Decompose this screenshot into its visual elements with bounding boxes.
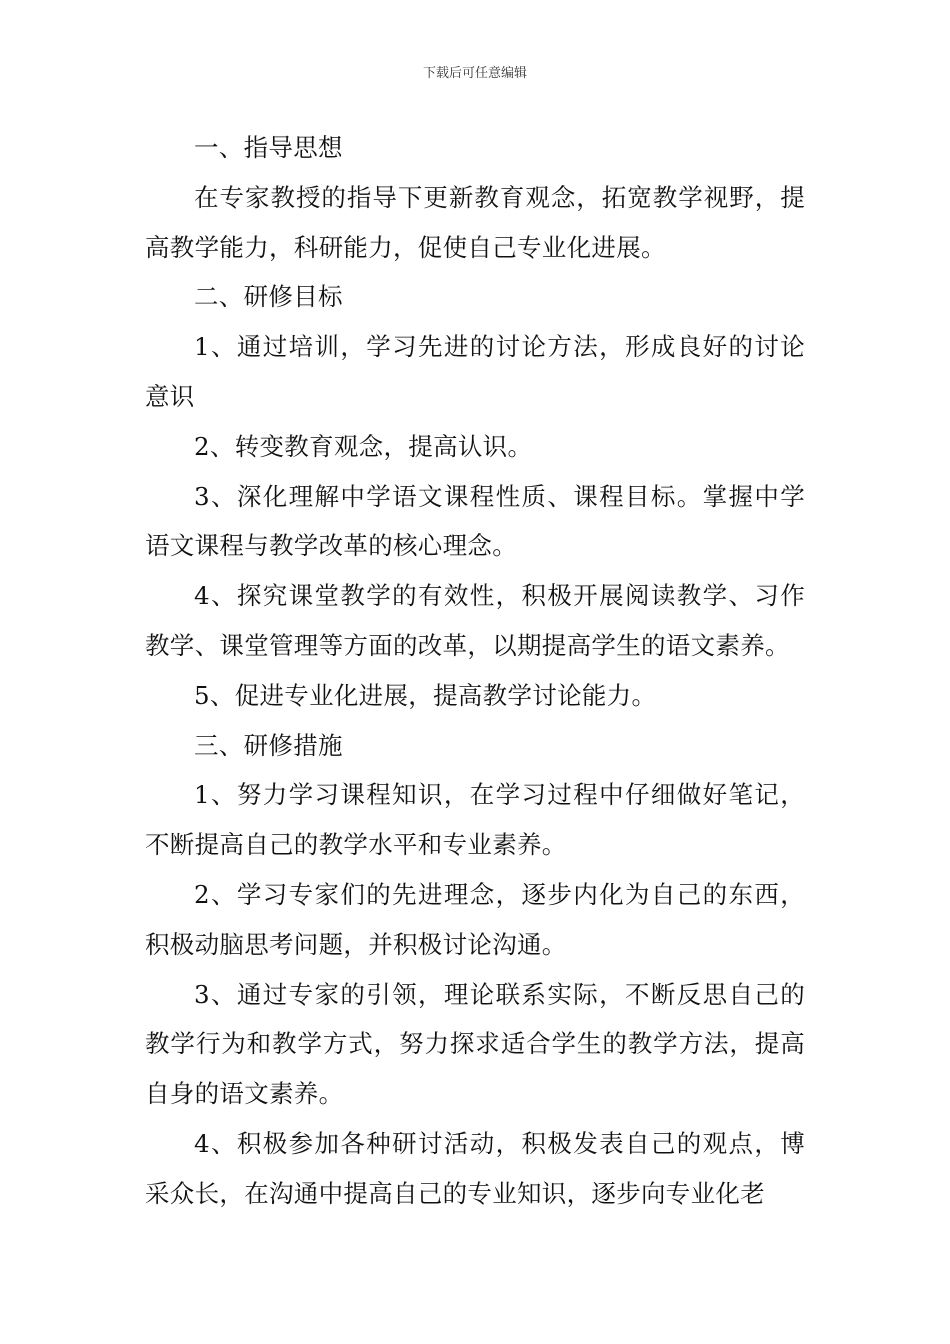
measure-item-1: 1、努力学习课程知识，在学习过程中仔细做好笔记，不断提高自己的教学水平和专业素养。 xyxy=(145,780,805,860)
section-heading-study-measures: 三、研修措施 xyxy=(194,730,343,760)
measure-item-3: 3、通过专家的引领，理论联系实际，不断反思自己的教学行为和教学方式，努力探求适合学生的教学方法，提高自身的语文素养。 xyxy=(145,979,805,1109)
measure-item-2: 2、学习专家们的先进理念，逐步内化为自己的东西，积极动脑思考问题，并积极讨论沟通。 xyxy=(145,879,805,959)
paragraph-guiding-ideology: 在专家教授的指导下更新教育观念，拓宽教学视野，提高教学能力，科研能力，促使自己专业化进展。 xyxy=(145,182,805,262)
section-heading-guiding-ideology: 一、指导思想 xyxy=(194,133,343,162)
measure-item-4: 4、积极参加各种研讨活动，积极发表自己的观点，博采众长，在沟通中提高自己的专业知识，逐步向专业化老 xyxy=(145,1128,805,1208)
goal-item-1: 1、通过培训，学习先进的讨论方法，形成良好的讨论意识 xyxy=(145,332,805,411)
page-header-note: 下载后可任意编辑 xyxy=(422,66,527,81)
goal-item-5: 5、促进专业化进展，提高教学讨论能力。 xyxy=(194,680,657,710)
goal-item-2: 2、转变教育观念，提高认识。 xyxy=(194,431,533,461)
document-body xyxy=(145,123,805,1219)
section-heading-study-goals: 二、研修目标 xyxy=(194,282,343,312)
goal-item-4: 4、探究课堂教学的有效性，积极开展阅读教学、习作教学、课堂管理等方面的改革，以期提高学生的语文素养。 xyxy=(145,581,805,660)
goal-item-3: 3、深化理解中学语文课程性质、课程目标。掌握中学语文课程与教学改革的核心理念。 xyxy=(145,481,805,561)
